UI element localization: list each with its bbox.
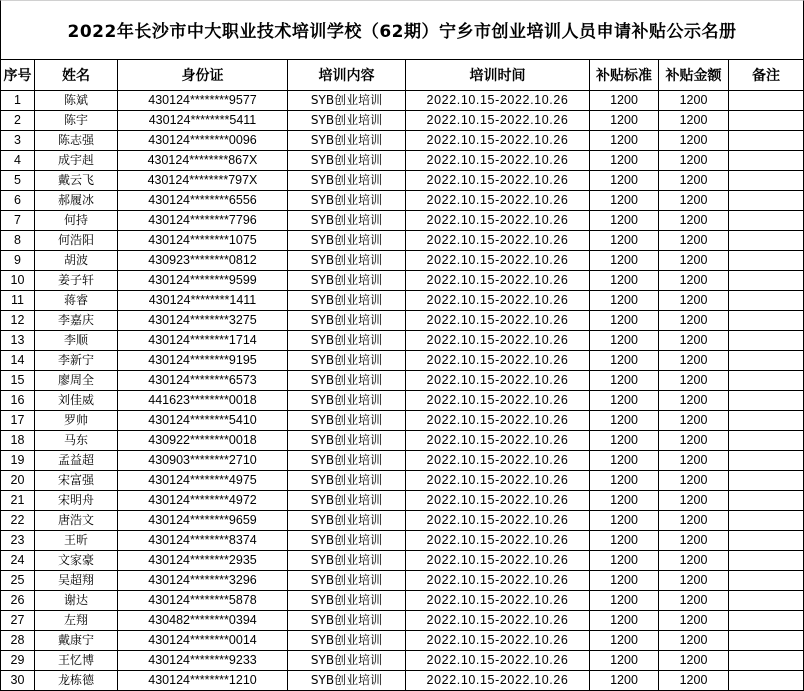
cell-training-time: 2022.10.15-2022.10.26 (406, 571, 590, 591)
cell-id-number: 430124********0014 (118, 631, 288, 651)
cell-training-content: SYB创业培训 (288, 591, 406, 611)
cell-id-number: 430922********0018 (118, 431, 288, 451)
cell-remark (729, 331, 804, 351)
table-row (1, 431, 804, 451)
cell-name: 陈宇 (35, 111, 118, 131)
cell-subsidy-amount: 1200 (659, 451, 729, 471)
cell-subsidy-standard: 1200 (590, 191, 659, 211)
cell-subsidy-standard: 1200 (590, 271, 659, 291)
cell-subsidy-standard: 1200 (590, 491, 659, 511)
cell-name: 蒋睿 (35, 291, 118, 311)
cell-training-time: 2022.10.15-2022.10.26 (406, 291, 590, 311)
cell-remark (729, 651, 804, 671)
cell-training-time: 2022.10.15-2022.10.26 (406, 331, 590, 351)
cell-name: 李嘉庆 (35, 311, 118, 331)
cell-training-time: 2022.10.15-2022.10.26 (406, 91, 590, 111)
cell-id-number: 430124********4972 (118, 491, 288, 511)
cell-seq: 24 (1, 551, 35, 571)
cell-training-content: SYB创业培训 (288, 571, 406, 591)
table-row (1, 331, 804, 351)
cell-subsidy-amount: 1200 (659, 251, 729, 271)
cell-seq: 29 (1, 651, 35, 671)
cell-name: 王昕 (35, 531, 118, 551)
cell-subsidy-standard: 1200 (590, 171, 659, 191)
cell-id-number: 430124********1075 (118, 231, 288, 251)
cell-name: 龙栋德 (35, 671, 118, 691)
cell-seq: 13 (1, 331, 35, 351)
cell-training-content: SYB创业培训 (288, 511, 406, 531)
cell-id-number: 430124********1714 (118, 331, 288, 351)
cell-seq: 4 (1, 151, 35, 171)
cell-subsidy-amount: 1200 (659, 651, 729, 671)
cell-subsidy-standard: 1200 (590, 331, 659, 351)
cell-training-time: 2022.10.15-2022.10.26 (406, 371, 590, 391)
cell-name: 孟益超 (35, 451, 118, 471)
cell-training-time: 2022.10.15-2022.10.26 (406, 211, 590, 231)
cell-id-number: 430124********4975 (118, 471, 288, 491)
cell-remark (729, 471, 804, 491)
table-row (1, 591, 804, 611)
cell-seq: 1 (1, 91, 35, 111)
cell-training-time: 2022.10.15-2022.10.26 (406, 171, 590, 191)
cell-subsidy-amount: 1200 (659, 331, 729, 351)
cell-subsidy-standard: 1200 (590, 631, 659, 651)
cell-remark (729, 511, 804, 531)
cell-remark (729, 531, 804, 551)
cell-subsidy-amount: 1200 (659, 211, 729, 231)
cell-training-content: SYB创业培训 (288, 271, 406, 291)
cell-id-number: 430124********7796 (118, 211, 288, 231)
cell-remark (729, 171, 804, 191)
cell-seq: 17 (1, 411, 35, 431)
cell-training-time: 2022.10.15-2022.10.26 (406, 651, 590, 671)
cell-training-time: 2022.10.15-2022.10.26 (406, 631, 590, 651)
cell-seq: 25 (1, 571, 35, 591)
cell-subsidy-amount: 1200 (659, 471, 729, 491)
cell-id-number: 430124********797X (118, 171, 288, 191)
cell-seq: 18 (1, 431, 35, 451)
cell-training-content: SYB创业培训 (288, 411, 406, 431)
cell-subsidy-amount: 1200 (659, 591, 729, 611)
cell-name: 罗帅 (35, 411, 118, 431)
cell-remark (729, 131, 804, 151)
cell-training-time: 2022.10.15-2022.10.26 (406, 111, 590, 131)
cell-id-number: 430124********2935 (118, 551, 288, 571)
cell-id-number: 430124********867X (118, 151, 288, 171)
table-row (1, 671, 804, 691)
table-row (1, 311, 804, 331)
cell-training-time: 2022.10.15-2022.10.26 (406, 531, 590, 551)
cell-name: 吴超翔 (35, 571, 118, 591)
cell-id-number: 430124********3275 (118, 311, 288, 331)
cell-subsidy-amount: 1200 (659, 231, 729, 251)
cell-seq: 11 (1, 291, 35, 311)
cell-subsidy-amount: 1200 (659, 151, 729, 171)
cell-name: 郝履冰 (35, 191, 118, 211)
cell-training-content: SYB创业培训 (288, 431, 406, 451)
cell-seq: 30 (1, 671, 35, 691)
cell-subsidy-amount: 1200 (659, 111, 729, 131)
cell-seq: 20 (1, 471, 35, 491)
cell-name: 王忆博 (35, 651, 118, 671)
cell-training-content: SYB创业培训 (288, 371, 406, 391)
cell-id-number: 430124********5878 (118, 591, 288, 611)
cell-remark (729, 591, 804, 611)
cell-training-content: SYB创业培训 (288, 391, 406, 411)
cell-remark (729, 251, 804, 271)
cell-name: 谢达 (35, 591, 118, 611)
cell-remark (729, 631, 804, 651)
cell-training-time: 2022.10.15-2022.10.26 (406, 191, 590, 211)
cell-remark (729, 351, 804, 371)
cell-training-content: SYB创业培训 (288, 131, 406, 151)
cell-training-content: SYB创业培训 (288, 291, 406, 311)
cell-name: 文家豪 (35, 551, 118, 571)
cell-training-time: 2022.10.15-2022.10.26 (406, 131, 590, 151)
cell-training-time: 2022.10.15-2022.10.26 (406, 411, 590, 431)
cell-subsidy-standard: 1200 (590, 471, 659, 491)
cell-remark (729, 451, 804, 471)
cell-training-content: SYB创业培训 (288, 651, 406, 671)
cell-training-time: 2022.10.15-2022.10.26 (406, 491, 590, 511)
cell-subsidy-standard: 1200 (590, 311, 659, 331)
cell-remark (729, 211, 804, 231)
cell-id-number: 430124********9233 (118, 651, 288, 671)
cell-name: 成宇赳 (35, 151, 118, 171)
cell-seq: 5 (1, 171, 35, 191)
cell-training-content: SYB创业培训 (288, 671, 406, 691)
header-time: 培训时间 (406, 60, 590, 91)
cell-training-time: 2022.10.15-2022.10.26 (406, 511, 590, 531)
cell-subsidy-standard: 1200 (590, 131, 659, 151)
cell-id-number: 430124********9577 (118, 91, 288, 111)
table-row (1, 91, 804, 111)
table-row (1, 151, 804, 171)
cell-name: 胡波 (35, 251, 118, 271)
table-row (1, 131, 804, 151)
cell-training-time: 2022.10.15-2022.10.26 (406, 471, 590, 491)
table-row (1, 531, 804, 551)
cell-remark (729, 411, 804, 431)
table-row (1, 371, 804, 391)
cell-training-time: 2022.10.15-2022.10.26 (406, 671, 590, 691)
cell-name: 何浩阳 (35, 231, 118, 251)
cell-name: 左翔 (35, 611, 118, 631)
cell-subsidy-standard: 1200 (590, 591, 659, 611)
cell-remark (729, 611, 804, 631)
cell-subsidy-standard: 1200 (590, 431, 659, 451)
cell-training-content: SYB创业培训 (288, 311, 406, 331)
cell-remark (729, 291, 804, 311)
cell-seq: 10 (1, 271, 35, 291)
cell-training-content: SYB创业培训 (288, 211, 406, 231)
cell-id-number: 430124********0096 (118, 131, 288, 151)
cell-subsidy-standard: 1200 (590, 551, 659, 571)
cell-subsidy-amount: 1200 (659, 371, 729, 391)
cell-subsidy-amount: 1200 (659, 611, 729, 631)
table-row (1, 551, 804, 571)
cell-remark (729, 91, 804, 111)
cell-subsidy-standard: 1200 (590, 571, 659, 591)
cell-seq: 15 (1, 371, 35, 391)
table-row (1, 231, 804, 251)
table-row (1, 631, 804, 651)
table-row (1, 171, 804, 191)
cell-remark (729, 371, 804, 391)
cell-training-content: SYB创业培训 (288, 111, 406, 131)
cell-remark (729, 431, 804, 451)
table-row (1, 191, 804, 211)
table-row (1, 511, 804, 531)
table-row (1, 291, 804, 311)
cell-seq: 19 (1, 451, 35, 471)
header-note: 备注 (729, 60, 804, 91)
cell-training-content: SYB创业培训 (288, 491, 406, 511)
cell-subsidy-standard: 1200 (590, 671, 659, 691)
cell-training-time: 2022.10.15-2022.10.26 (406, 451, 590, 471)
cell-id-number: 430124********1411 (118, 291, 288, 311)
cell-name: 陈斌 (35, 91, 118, 111)
cell-seq: 28 (1, 631, 35, 651)
cell-id-number: 430124********8374 (118, 531, 288, 551)
cell-id-number: 430124********9195 (118, 351, 288, 371)
cell-subsidy-amount: 1200 (659, 131, 729, 151)
cell-subsidy-standard: 1200 (590, 451, 659, 471)
cell-remark (729, 671, 804, 691)
cell-training-content: SYB创业培训 (288, 191, 406, 211)
cell-name: 姜子轩 (35, 271, 118, 291)
cell-subsidy-standard: 1200 (590, 251, 659, 271)
cell-id-number: 430124********1210 (118, 671, 288, 691)
cell-training-time: 2022.10.15-2022.10.26 (406, 391, 590, 411)
cell-training-time: 2022.10.15-2022.10.26 (406, 251, 590, 271)
subsidy-table (0, 59, 804, 691)
cell-training-content: SYB创业培训 (288, 91, 406, 111)
cell-subsidy-amount: 1200 (659, 171, 729, 191)
cell-subsidy-amount: 1200 (659, 291, 729, 311)
table-row (1, 451, 804, 471)
cell-id-number: 430903********2710 (118, 451, 288, 471)
table-row (1, 391, 804, 411)
cell-name: 李新宁 (35, 351, 118, 371)
cell-subsidy-standard: 1200 (590, 111, 659, 131)
header-content: 培训内容 (288, 60, 406, 91)
cell-subsidy-standard: 1200 (590, 151, 659, 171)
cell-id-number: 430124********5411 (118, 111, 288, 131)
cell-name: 何持 (35, 211, 118, 231)
cell-name: 宋明舟 (35, 491, 118, 511)
cell-training-time: 2022.10.15-2022.10.26 (406, 591, 590, 611)
cell-name: 唐浩文 (35, 511, 118, 531)
cell-subsidy-standard: 1200 (590, 211, 659, 231)
cell-subsidy-standard: 1200 (590, 651, 659, 671)
cell-subsidy-standard: 1200 (590, 351, 659, 371)
cell-training-content: SYB创业培训 (288, 531, 406, 551)
cell-training-content: SYB创业培训 (288, 231, 406, 251)
cell-subsidy-standard: 1200 (590, 91, 659, 111)
table-row (1, 351, 804, 371)
cell-subsidy-amount: 1200 (659, 191, 729, 211)
cell-training-content: SYB创业培训 (288, 451, 406, 471)
cell-subsidy-standard: 1200 (590, 231, 659, 251)
cell-remark (729, 571, 804, 591)
cell-subsidy-amount: 1200 (659, 411, 729, 431)
cell-id-number: 430124********9659 (118, 511, 288, 531)
cell-seq: 3 (1, 131, 35, 151)
cell-training-content: SYB创业培训 (288, 551, 406, 571)
cell-training-time: 2022.10.15-2022.10.26 (406, 311, 590, 331)
cell-seq: 9 (1, 251, 35, 271)
cell-subsidy-amount: 1200 (659, 671, 729, 691)
cell-remark (729, 311, 804, 331)
cell-subsidy-standard: 1200 (590, 531, 659, 551)
cell-subsidy-amount: 1200 (659, 571, 729, 591)
table-row (1, 491, 804, 511)
table-row (1, 651, 804, 671)
cell-subsidy-amount: 1200 (659, 271, 729, 291)
cell-seq: 23 (1, 531, 35, 551)
table-body (1, 91, 804, 691)
cell-training-content: SYB创业培训 (288, 331, 406, 351)
page-title: 2022年长沙市中大职业技术培训学校（62期）宁乡市创业培训人员申请补贴公示名册 (0, 0, 804, 59)
cell-name: 戴云飞 (35, 171, 118, 191)
cell-subsidy-amount: 1200 (659, 491, 729, 511)
cell-subsidy-amount: 1200 (659, 91, 729, 111)
cell-remark (729, 551, 804, 571)
cell-subsidy-standard: 1200 (590, 371, 659, 391)
cell-name: 廖周全 (35, 371, 118, 391)
cell-id-number: 430124********6556 (118, 191, 288, 211)
table-row (1, 411, 804, 431)
cell-training-time: 2022.10.15-2022.10.26 (406, 611, 590, 631)
cell-seq: 27 (1, 611, 35, 631)
cell-training-time: 2022.10.15-2022.10.26 (406, 231, 590, 251)
cell-subsidy-standard: 1200 (590, 291, 659, 311)
cell-id-number: 430124********6573 (118, 371, 288, 391)
cell-training-time: 2022.10.15-2022.10.26 (406, 151, 590, 171)
cell-remark (729, 231, 804, 251)
cell-training-time: 2022.10.15-2022.10.26 (406, 431, 590, 451)
table-row (1, 611, 804, 631)
cell-name: 戴康宁 (35, 631, 118, 651)
header-amt: 补贴金额 (659, 60, 729, 91)
cell-name: 马东 (35, 431, 118, 451)
header-std: 补贴标准 (590, 60, 659, 91)
cell-subsidy-amount: 1200 (659, 531, 729, 551)
cell-training-time: 2022.10.15-2022.10.26 (406, 351, 590, 371)
cell-subsidy-amount: 1200 (659, 351, 729, 371)
cell-training-content: SYB创业培训 (288, 251, 406, 271)
table-row (1, 251, 804, 271)
cell-training-content: SYB创业培训 (288, 611, 406, 631)
cell-subsidy-standard: 1200 (590, 411, 659, 431)
cell-id-number: 430482********0394 (118, 611, 288, 631)
cell-subsidy-standard: 1200 (590, 511, 659, 531)
cell-name: 刘佳威 (35, 391, 118, 411)
cell-remark (729, 191, 804, 211)
cell-seq: 7 (1, 211, 35, 231)
cell-id-number: 441623********0018 (118, 391, 288, 411)
cell-subsidy-amount: 1200 (659, 431, 729, 451)
cell-training-time: 2022.10.15-2022.10.26 (406, 271, 590, 291)
cell-id-number: 430124********9599 (118, 271, 288, 291)
cell-name: 宋富强 (35, 471, 118, 491)
cell-id-number: 430124********5410 (118, 411, 288, 431)
cell-training-content: SYB创业培训 (288, 151, 406, 171)
cell-id-number: 430923********0812 (118, 251, 288, 271)
cell-name: 陈志强 (35, 131, 118, 151)
header-seq: 序号 (1, 60, 35, 91)
cell-training-content: SYB创业培训 (288, 631, 406, 651)
header-id: 身份证 (118, 60, 288, 91)
cell-subsidy-amount: 1200 (659, 511, 729, 531)
header-row (1, 60, 804, 91)
cell-remark (729, 271, 804, 291)
cell-id-number: 430124********3296 (118, 571, 288, 591)
cell-seq: 16 (1, 391, 35, 411)
cell-remark (729, 491, 804, 511)
cell-subsidy-amount: 1200 (659, 551, 729, 571)
cell-seq: 8 (1, 231, 35, 251)
cell-remark (729, 111, 804, 131)
cell-training-content: SYB创业培训 (288, 171, 406, 191)
table-row (1, 271, 804, 291)
cell-subsidy-standard: 1200 (590, 391, 659, 411)
cell-subsidy-amount: 1200 (659, 631, 729, 651)
table-row (1, 471, 804, 491)
cell-seq: 6 (1, 191, 35, 211)
cell-name: 李顺 (35, 331, 118, 351)
table-row (1, 211, 804, 231)
cell-subsidy-standard: 1200 (590, 611, 659, 631)
cell-seq: 12 (1, 311, 35, 331)
cell-subsidy-amount: 1200 (659, 311, 729, 331)
cell-remark (729, 151, 804, 171)
cell-training-content: SYB创业培训 (288, 351, 406, 371)
cell-training-time: 2022.10.15-2022.10.26 (406, 551, 590, 571)
cell-seq: 21 (1, 491, 35, 511)
cell-seq: 22 (1, 511, 35, 531)
header-name: 姓名 (35, 60, 118, 91)
cell-seq: 14 (1, 351, 35, 371)
cell-subsidy-amount: 1200 (659, 391, 729, 411)
cell-training-content: SYB创业培训 (288, 471, 406, 491)
cell-remark (729, 391, 804, 411)
cell-seq: 2 (1, 111, 35, 131)
table-row (1, 111, 804, 131)
cell-seq: 26 (1, 591, 35, 611)
table-row (1, 571, 804, 591)
